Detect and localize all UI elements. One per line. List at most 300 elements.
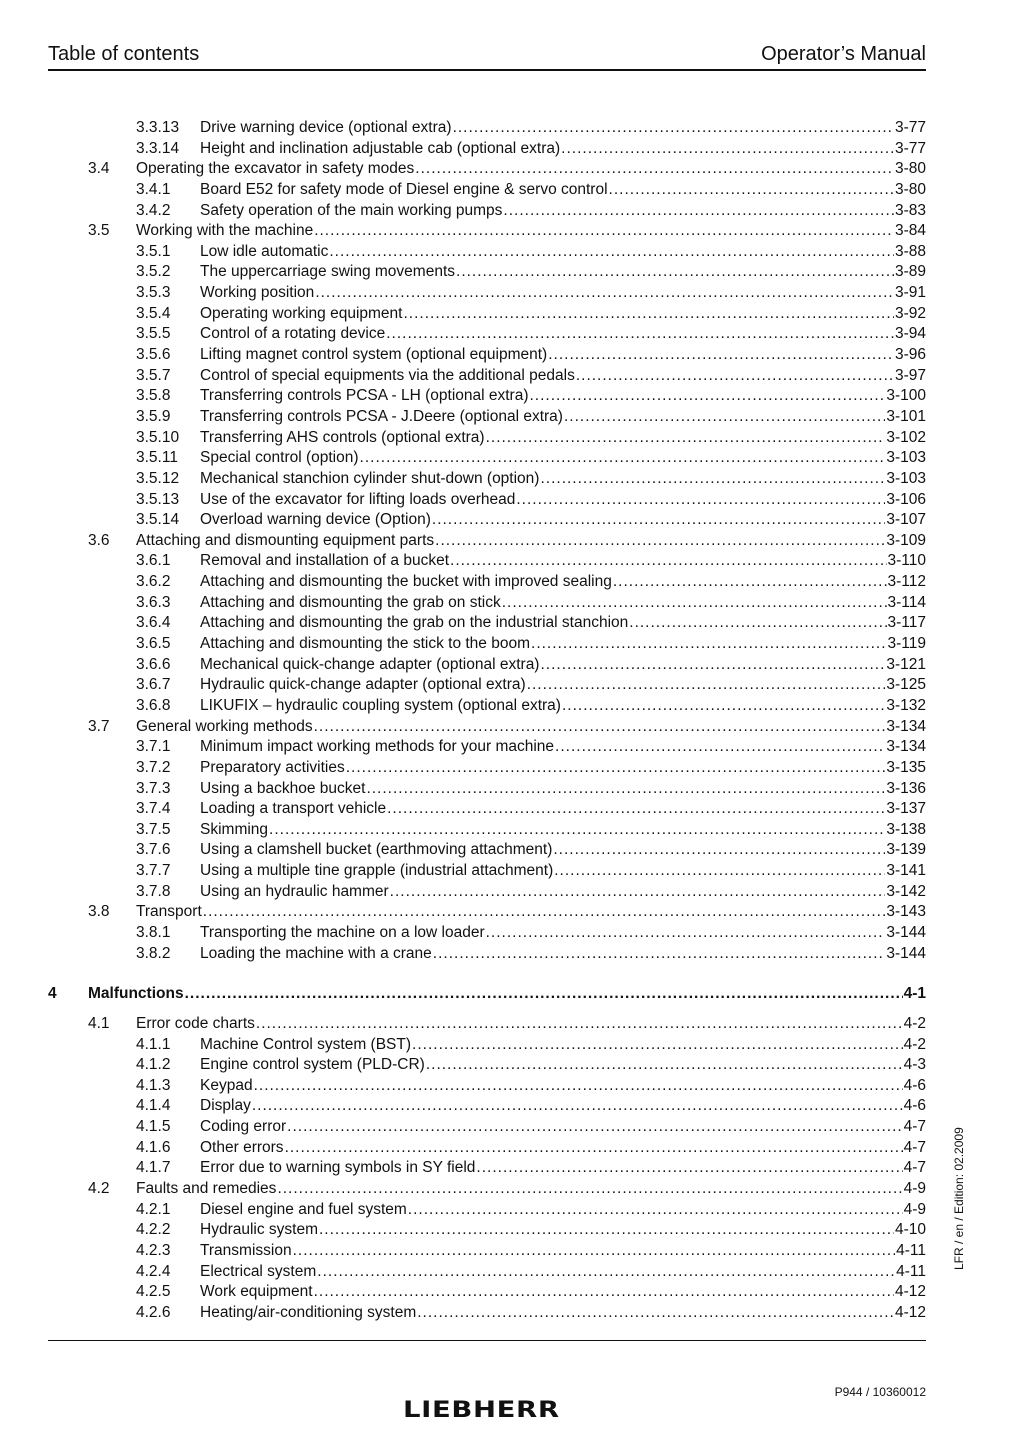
toc-entry <box>200 696 926 717</box>
toc-row[interactable] <box>0 572 1024 593</box>
toc-entry <box>88 984 926 1005</box>
toc-title: Work equipment <box>200 1283 313 1301</box>
toc-row[interactable] <box>0 655 1024 676</box>
dot-leader <box>450 551 886 572</box>
dot-leader <box>403 304 893 325</box>
toc-page-number: 3-100 <box>886 387 926 405</box>
dot-leader <box>561 139 894 160</box>
toc-page-number: 3-96 <box>894 346 926 364</box>
toc-page-number: 4-12 <box>894 1303 926 1321</box>
toc-row[interactable] <box>0 448 1024 469</box>
toc-row[interactable] <box>0 159 1024 180</box>
toc-number: 3.4.2 <box>136 201 171 219</box>
toc-entry <box>136 902 926 923</box>
toc-page-number: 4-9 <box>903 1200 926 1218</box>
dot-leader <box>277 1179 902 1200</box>
toc-title: General working methods <box>136 717 313 735</box>
toc-row[interactable] <box>0 1055 1024 1076</box>
toc-number: 4.1.7 <box>136 1159 171 1177</box>
toc-page-number: 3-134 <box>886 717 926 735</box>
toc-number: 4.1 <box>88 1014 110 1032</box>
toc-page-number: 3-137 <box>886 800 926 818</box>
toc-entry <box>136 221 926 242</box>
toc-page-number: 3-112 <box>887 573 926 591</box>
toc-entry <box>136 717 926 738</box>
toc-entry <box>136 1014 926 1035</box>
dot-leader <box>293 1241 896 1262</box>
toc-title: Working position <box>200 284 315 302</box>
toc-row[interactable] <box>0 1241 1024 1262</box>
toc-title: Using an hydraulic hammer <box>200 882 389 900</box>
toc-title: Safety operation of the main working pumps <box>200 201 503 219</box>
dot-leader <box>415 159 894 180</box>
toc-page-number: 3-106 <box>886 490 926 508</box>
dot-leader <box>314 1282 894 1303</box>
toc-row[interactable] <box>0 118 1024 139</box>
toc-page-number: 3-132 <box>886 696 926 714</box>
dot-leader <box>386 324 894 345</box>
toc-page-number: 4-7 <box>903 1118 926 1136</box>
liebherr-logo: LIEBHERR <box>403 1398 560 1423</box>
toc-number: 3.7.8 <box>136 882 171 900</box>
toc-page-number: 3-97 <box>894 366 926 384</box>
toc-row[interactable] <box>0 758 1024 779</box>
toc-entry <box>200 1200 926 1221</box>
document-number: P944 / 10360012 <box>834 1385 926 1399</box>
dot-leader <box>185 984 903 1005</box>
toc-row[interactable] <box>0 696 1024 717</box>
dot-leader <box>564 407 885 428</box>
toc-title: Control of special equipments via the additional pedals <box>200 366 575 384</box>
toc-number: 3.7.6 <box>136 841 171 859</box>
toc-title: Faults and remedies <box>136 1180 277 1198</box>
dot-leader <box>412 1035 903 1056</box>
toc-page-number: 4-12 <box>894 1283 926 1301</box>
toc-number: 3.6.6 <box>136 655 171 673</box>
toc-row[interactable] <box>0 1282 1024 1303</box>
toc-page-number: 3-142 <box>886 882 926 900</box>
toc-page-number: 3-109 <box>886 531 926 549</box>
toc-title: Use of the excavator for lifting loads overhead <box>200 490 516 508</box>
dot-leader <box>433 944 886 965</box>
toc-title: Attaching and dismounting equipment parts <box>136 531 435 549</box>
toc-entry <box>200 820 926 841</box>
toc-row[interactable] <box>0 428 1024 449</box>
toc-page-number: 4-2 <box>903 1014 926 1032</box>
toc-entry <box>200 386 926 407</box>
toc-entry <box>200 1158 926 1179</box>
toc-entry <box>200 407 926 428</box>
toc-row[interactable] <box>0 737 1024 758</box>
toc-number: 3.3.14 <box>136 139 180 157</box>
dot-leader <box>319 1220 894 1241</box>
dot-leader <box>254 1076 903 1097</box>
toc-entry <box>136 531 926 552</box>
toc-page-number: 4-7 <box>903 1138 926 1156</box>
toc-title: Transmission <box>200 1241 292 1259</box>
toc-entry <box>136 159 926 180</box>
toc-page-number: 3-144 <box>886 923 926 941</box>
toc-row[interactable] <box>0 1035 1024 1056</box>
toc-page-number: 3-80 <box>894 180 926 198</box>
dot-leader <box>387 799 885 820</box>
toc-title: Attaching and dismounting the grab on the industrial stanchion <box>200 614 629 632</box>
toc-row[interactable] <box>0 944 1024 965</box>
toc-entry <box>200 1055 926 1076</box>
dot-leader <box>502 593 887 614</box>
toc-number: 3.8.1 <box>136 923 171 941</box>
toc-entry <box>200 737 926 758</box>
toc-page-number: 4-6 <box>903 1097 926 1115</box>
toc-row[interactable] <box>0 1158 1024 1179</box>
toc-number: 3.7 <box>88 717 110 735</box>
toc-title: Error due to warning symbols in SY field <box>200 1159 476 1177</box>
dot-leader <box>613 572 887 593</box>
toc-page-number: 3-117 <box>887 614 926 632</box>
toc-entry <box>200 861 926 882</box>
toc-entry <box>200 1220 926 1241</box>
dot-leader <box>314 221 894 242</box>
toc-number: 3.5.6 <box>136 346 171 364</box>
dot-leader <box>315 283 894 304</box>
toc-row[interactable] <box>0 407 1024 428</box>
toc-entry <box>200 180 926 201</box>
toc-row[interactable] <box>0 242 1024 263</box>
toc-entry <box>200 510 926 531</box>
toc-row[interactable] <box>0 902 1024 923</box>
dot-leader <box>527 675 886 696</box>
toc-number: 4.2 <box>88 1180 110 1198</box>
toc-title: Mechanical quick-change adapter (optional extra) <box>200 655 540 673</box>
dot-leader <box>476 1158 902 1179</box>
toc-number: 3.5.12 <box>136 469 180 487</box>
toc-page-number: 3-101 <box>886 407 926 425</box>
toc-title: Board E52 for safety mode of Diesel engine & servo control <box>200 180 608 198</box>
toc-entry <box>200 1096 926 1117</box>
toc-title: Transporting the machine on a low loader <box>200 923 485 941</box>
toc-number: 4.1.4 <box>136 1097 171 1115</box>
toc-page-number: 3-84 <box>894 222 926 240</box>
toc-entry <box>200 448 926 469</box>
dot-leader <box>553 840 885 861</box>
toc-page-number: 3-80 <box>894 160 926 178</box>
toc-number: 3.6.5 <box>136 635 171 653</box>
dot-leader <box>390 882 886 903</box>
toc-page-number: 4-2 <box>903 1035 926 1053</box>
toc-entry <box>200 1262 926 1283</box>
dot-leader <box>531 634 886 655</box>
toc-entry <box>200 675 926 696</box>
toc-number: 3.5.1 <box>136 242 171 260</box>
toc-number: 3.3.13 <box>136 119 180 136</box>
toc-page-number: 3-77 <box>894 119 926 136</box>
toc-row[interactable] <box>0 469 1024 490</box>
toc-number: 3.6 <box>88 531 110 549</box>
toc-page-number: 3-89 <box>894 263 926 281</box>
toc-entry <box>200 799 926 820</box>
toc-row[interactable] <box>0 324 1024 345</box>
toc-number: 3.5.14 <box>136 511 180 529</box>
toc-title: Machine Control system (BST) <box>200 1035 412 1053</box>
toc-row[interactable] <box>0 840 1024 861</box>
toc-number: 3.6.2 <box>136 573 171 591</box>
toc-entry <box>200 345 926 366</box>
toc-entry <box>200 283 926 304</box>
toc-entry <box>200 1282 926 1303</box>
toc-page-number: 3-134 <box>886 738 926 756</box>
dot-leader <box>317 1262 895 1283</box>
toc-number: 4.2.5 <box>136 1283 171 1301</box>
toc-entry <box>200 944 926 965</box>
toc-entry <box>200 655 926 676</box>
toc-page-number: 3-139 <box>886 841 926 859</box>
toc-entry <box>200 593 926 614</box>
toc-number: 4.1.2 <box>136 1056 171 1074</box>
toc-row[interactable] <box>0 1076 1024 1097</box>
toc-row[interactable] <box>0 799 1024 820</box>
toc-page-number: 3-143 <box>886 903 926 921</box>
toc-row[interactable] <box>0 593 1024 614</box>
toc-title: Preparatory activities <box>200 758 345 776</box>
dot-leader <box>548 345 894 366</box>
toc-title: Low idle automatic <box>200 242 329 260</box>
toc-row[interactable] <box>0 882 1024 903</box>
toc-entry <box>200 1117 926 1138</box>
dot-leader <box>486 428 886 449</box>
toc-row[interactable] <box>0 139 1024 160</box>
toc-row[interactable] <box>0 531 1024 552</box>
toc-row[interactable] <box>0 180 1024 201</box>
toc-number: 3.8 <box>88 903 110 921</box>
toc-row[interactable] <box>0 345 1024 366</box>
toc-row[interactable] <box>0 304 1024 325</box>
toc-entry <box>136 1179 926 1200</box>
toc-row[interactable] <box>0 366 1024 387</box>
toc-entry <box>200 1076 926 1097</box>
toc-row[interactable] <box>0 386 1024 407</box>
dot-leader <box>486 923 886 944</box>
toc-row[interactable] <box>0 1200 1024 1221</box>
dot-leader <box>346 758 886 779</box>
dot-leader <box>540 655 885 676</box>
toc-row[interactable] <box>0 1262 1024 1283</box>
toc-title: Operating the excavator in safety modes <box>136 160 415 178</box>
dot-leader <box>252 1096 903 1117</box>
dot-leader <box>256 1014 903 1035</box>
toc-number: 3.5.5 <box>136 325 171 343</box>
toc-entry <box>200 118 926 139</box>
toc-title: Overload warning device (Option) <box>200 511 431 529</box>
toc-page-number: 3-77 <box>894 139 926 157</box>
toc-page-number: 4-7 <box>903 1159 926 1177</box>
dot-leader <box>555 737 885 758</box>
toc-number: 3.5.9 <box>136 407 171 425</box>
toc-entry <box>200 923 926 944</box>
edition-note: LFR / en / Edition: 02.2009 <box>952 1127 966 1270</box>
toc-page-number: 4-3 <box>903 1056 926 1074</box>
toc-number: 4.1.5 <box>136 1118 171 1136</box>
toc-title: Heating/air-conditioning system <box>200 1303 417 1321</box>
dot-leader <box>554 861 885 882</box>
toc-title: Attaching and dismounting the grab on stick <box>200 593 501 611</box>
toc-title: Transferring controls PCSA - LH (optional extra) <box>200 387 529 405</box>
toc-page-number: 3-110 <box>887 552 926 570</box>
header-divider <box>48 69 926 71</box>
toc-row[interactable] <box>0 717 1024 738</box>
toc-title: Electrical system <box>200 1262 317 1280</box>
footer-divider <box>48 1340 926 1341</box>
toc-entry <box>200 1241 926 1262</box>
toc-entry <box>200 262 926 283</box>
toc-number: 3.5.10 <box>136 428 180 446</box>
toc-row[interactable] <box>0 283 1024 304</box>
toc-number: 3.5.11 <box>136 449 178 467</box>
toc-row[interactable] <box>0 820 1024 841</box>
toc-row[interactable] <box>0 675 1024 696</box>
toc-row[interactable] <box>0 201 1024 222</box>
toc-page-number: 3-114 <box>887 593 926 611</box>
toc-number: 3.7.2 <box>136 758 171 776</box>
toc-number: 4.1.6 <box>136 1138 171 1156</box>
toc-number: 3.6.7 <box>136 676 171 694</box>
toc-title: Loading the machine with a crane <box>200 944 432 962</box>
toc-number: 3.7.5 <box>136 820 171 838</box>
toc-entry <box>200 551 926 572</box>
toc-entry <box>200 490 926 511</box>
toc-title: Height and inclination adjustable cab (optional extra) <box>200 139 561 157</box>
toc-title: Mechanical stanchion cylinder shut-down (option) <box>200 469 540 487</box>
toc-entry <box>200 469 926 490</box>
toc-row[interactable] <box>0 1220 1024 1241</box>
toc-row[interactable] <box>0 490 1024 511</box>
toc-number: 3.6.1 <box>136 552 171 570</box>
dot-leader <box>540 469 885 490</box>
toc-row[interactable] <box>0 613 1024 634</box>
toc-title: Minimum impact working methods for your machine <box>200 738 555 756</box>
toc-page-number: 3-92 <box>894 304 926 322</box>
toc-title: Transport <box>136 903 202 921</box>
toc-number: 4.2.3 <box>136 1241 171 1259</box>
toc-number: 3.6.8 <box>136 696 171 714</box>
dot-leader <box>314 717 886 738</box>
toc-row[interactable] <box>0 779 1024 800</box>
toc-page-number: 4-11 <box>896 1241 926 1259</box>
toc-title: Using a clamshell bucket (earthmoving attachment) <box>200 841 553 859</box>
toc-row[interactable] <box>0 1014 1024 1035</box>
toc-number: 4.1.3 <box>136 1076 171 1094</box>
dot-leader <box>562 696 885 717</box>
toc-row[interactable] <box>0 262 1024 283</box>
toc-entry <box>200 1303 926 1324</box>
dot-leader <box>432 510 885 531</box>
toc-title: Keypad <box>200 1076 253 1094</box>
toc-entry <box>200 779 926 800</box>
toc-entry <box>200 758 926 779</box>
toc-number: 4.1.1 <box>136 1035 171 1053</box>
toc-row[interactable] <box>0 221 1024 242</box>
toc-title: Malfunctions <box>88 985 184 1003</box>
toc-title: Other errors <box>200 1138 284 1156</box>
toc-row[interactable] <box>0 1096 1024 1117</box>
dot-leader <box>203 902 886 923</box>
toc-page-number: 3-138 <box>886 820 926 838</box>
toc-entry <box>200 201 926 222</box>
toc-title: Display <box>200 1097 251 1115</box>
toc-row[interactable] <box>0 861 1024 882</box>
dot-leader <box>417 1303 894 1324</box>
toc-row[interactable] <box>0 923 1024 944</box>
toc-page-number: 3-107 <box>886 511 926 529</box>
toc-number: 4.2.6 <box>136 1303 171 1321</box>
toc-page-number: 3-119 <box>887 635 926 653</box>
toc-title: Drive warning device (optional extra) <box>200 119 452 136</box>
toc-page-number: 3-125 <box>886 676 926 694</box>
toc-title: Transferring controls PCSA - J.Deere (optional extra) <box>200 407 563 425</box>
dot-leader <box>435 531 885 552</box>
toc-number: 3.6.3 <box>136 593 171 611</box>
toc-number: 3.7.3 <box>136 779 171 797</box>
toc-chapter-row[interactable] <box>0 984 1024 1005</box>
dot-leader <box>366 779 885 800</box>
toc-page-number: 4-11 <box>896 1262 926 1280</box>
dot-leader <box>287 1117 902 1138</box>
toc-number: 3.4.1 <box>136 180 171 198</box>
toc-entry <box>200 428 926 449</box>
dot-leader <box>576 366 894 387</box>
toc-page-number: 3-103 <box>886 449 926 467</box>
toc-title: Attaching and dismounting the stick to the boom <box>200 635 531 653</box>
dot-leader <box>269 820 885 841</box>
toc-row[interactable] <box>0 551 1024 572</box>
toc-entry <box>200 882 926 903</box>
toc-title: Attaching and dismounting the bucket with improved sealing <box>200 573 612 591</box>
toc-number: 3.5.13 <box>136 490 180 508</box>
toc-row[interactable] <box>0 1117 1024 1138</box>
toc-row[interactable] <box>0 1303 1024 1324</box>
toc-entry <box>200 139 926 160</box>
toc-row[interactable] <box>0 634 1024 655</box>
toc-number: 3.5.3 <box>136 284 171 302</box>
toc-page-number: 3-144 <box>886 944 926 962</box>
toc-number: 3.4 <box>88 160 110 178</box>
toc-title: Error code charts <box>136 1014 255 1032</box>
toc-page-number: 3-88 <box>894 242 926 260</box>
dot-leader <box>285 1138 903 1159</box>
toc-row[interactable] <box>0 1179 1024 1200</box>
toc-page-number: 4-6 <box>903 1076 926 1094</box>
toc-title: Special control (option) <box>200 449 359 467</box>
toc-number: 3.8.2 <box>136 944 171 962</box>
toc-number: 4.2.1 <box>136 1200 171 1218</box>
toc-entry <box>200 324 926 345</box>
toc-title: Hydraulic system <box>200 1221 318 1239</box>
toc-row[interactable] <box>0 510 1024 531</box>
toc-page-number: 3-83 <box>894 201 926 219</box>
toc-entry <box>200 304 926 325</box>
toc-row[interactable] <box>0 1138 1024 1159</box>
toc-title: The uppercarriage swing movements <box>200 263 456 281</box>
toc-entry <box>200 1035 926 1056</box>
toc-number: 4.2.4 <box>136 1262 171 1280</box>
toc-page-number: 3-102 <box>886 428 926 446</box>
dot-leader <box>426 1055 903 1076</box>
dot-leader <box>516 490 885 511</box>
dot-leader <box>609 180 894 201</box>
toc-page-number: 3-141 <box>886 862 926 880</box>
dot-leader <box>456 262 894 283</box>
toc-entry <box>200 634 926 655</box>
toc-title: Transferring AHS controls (optional extra) <box>200 428 485 446</box>
